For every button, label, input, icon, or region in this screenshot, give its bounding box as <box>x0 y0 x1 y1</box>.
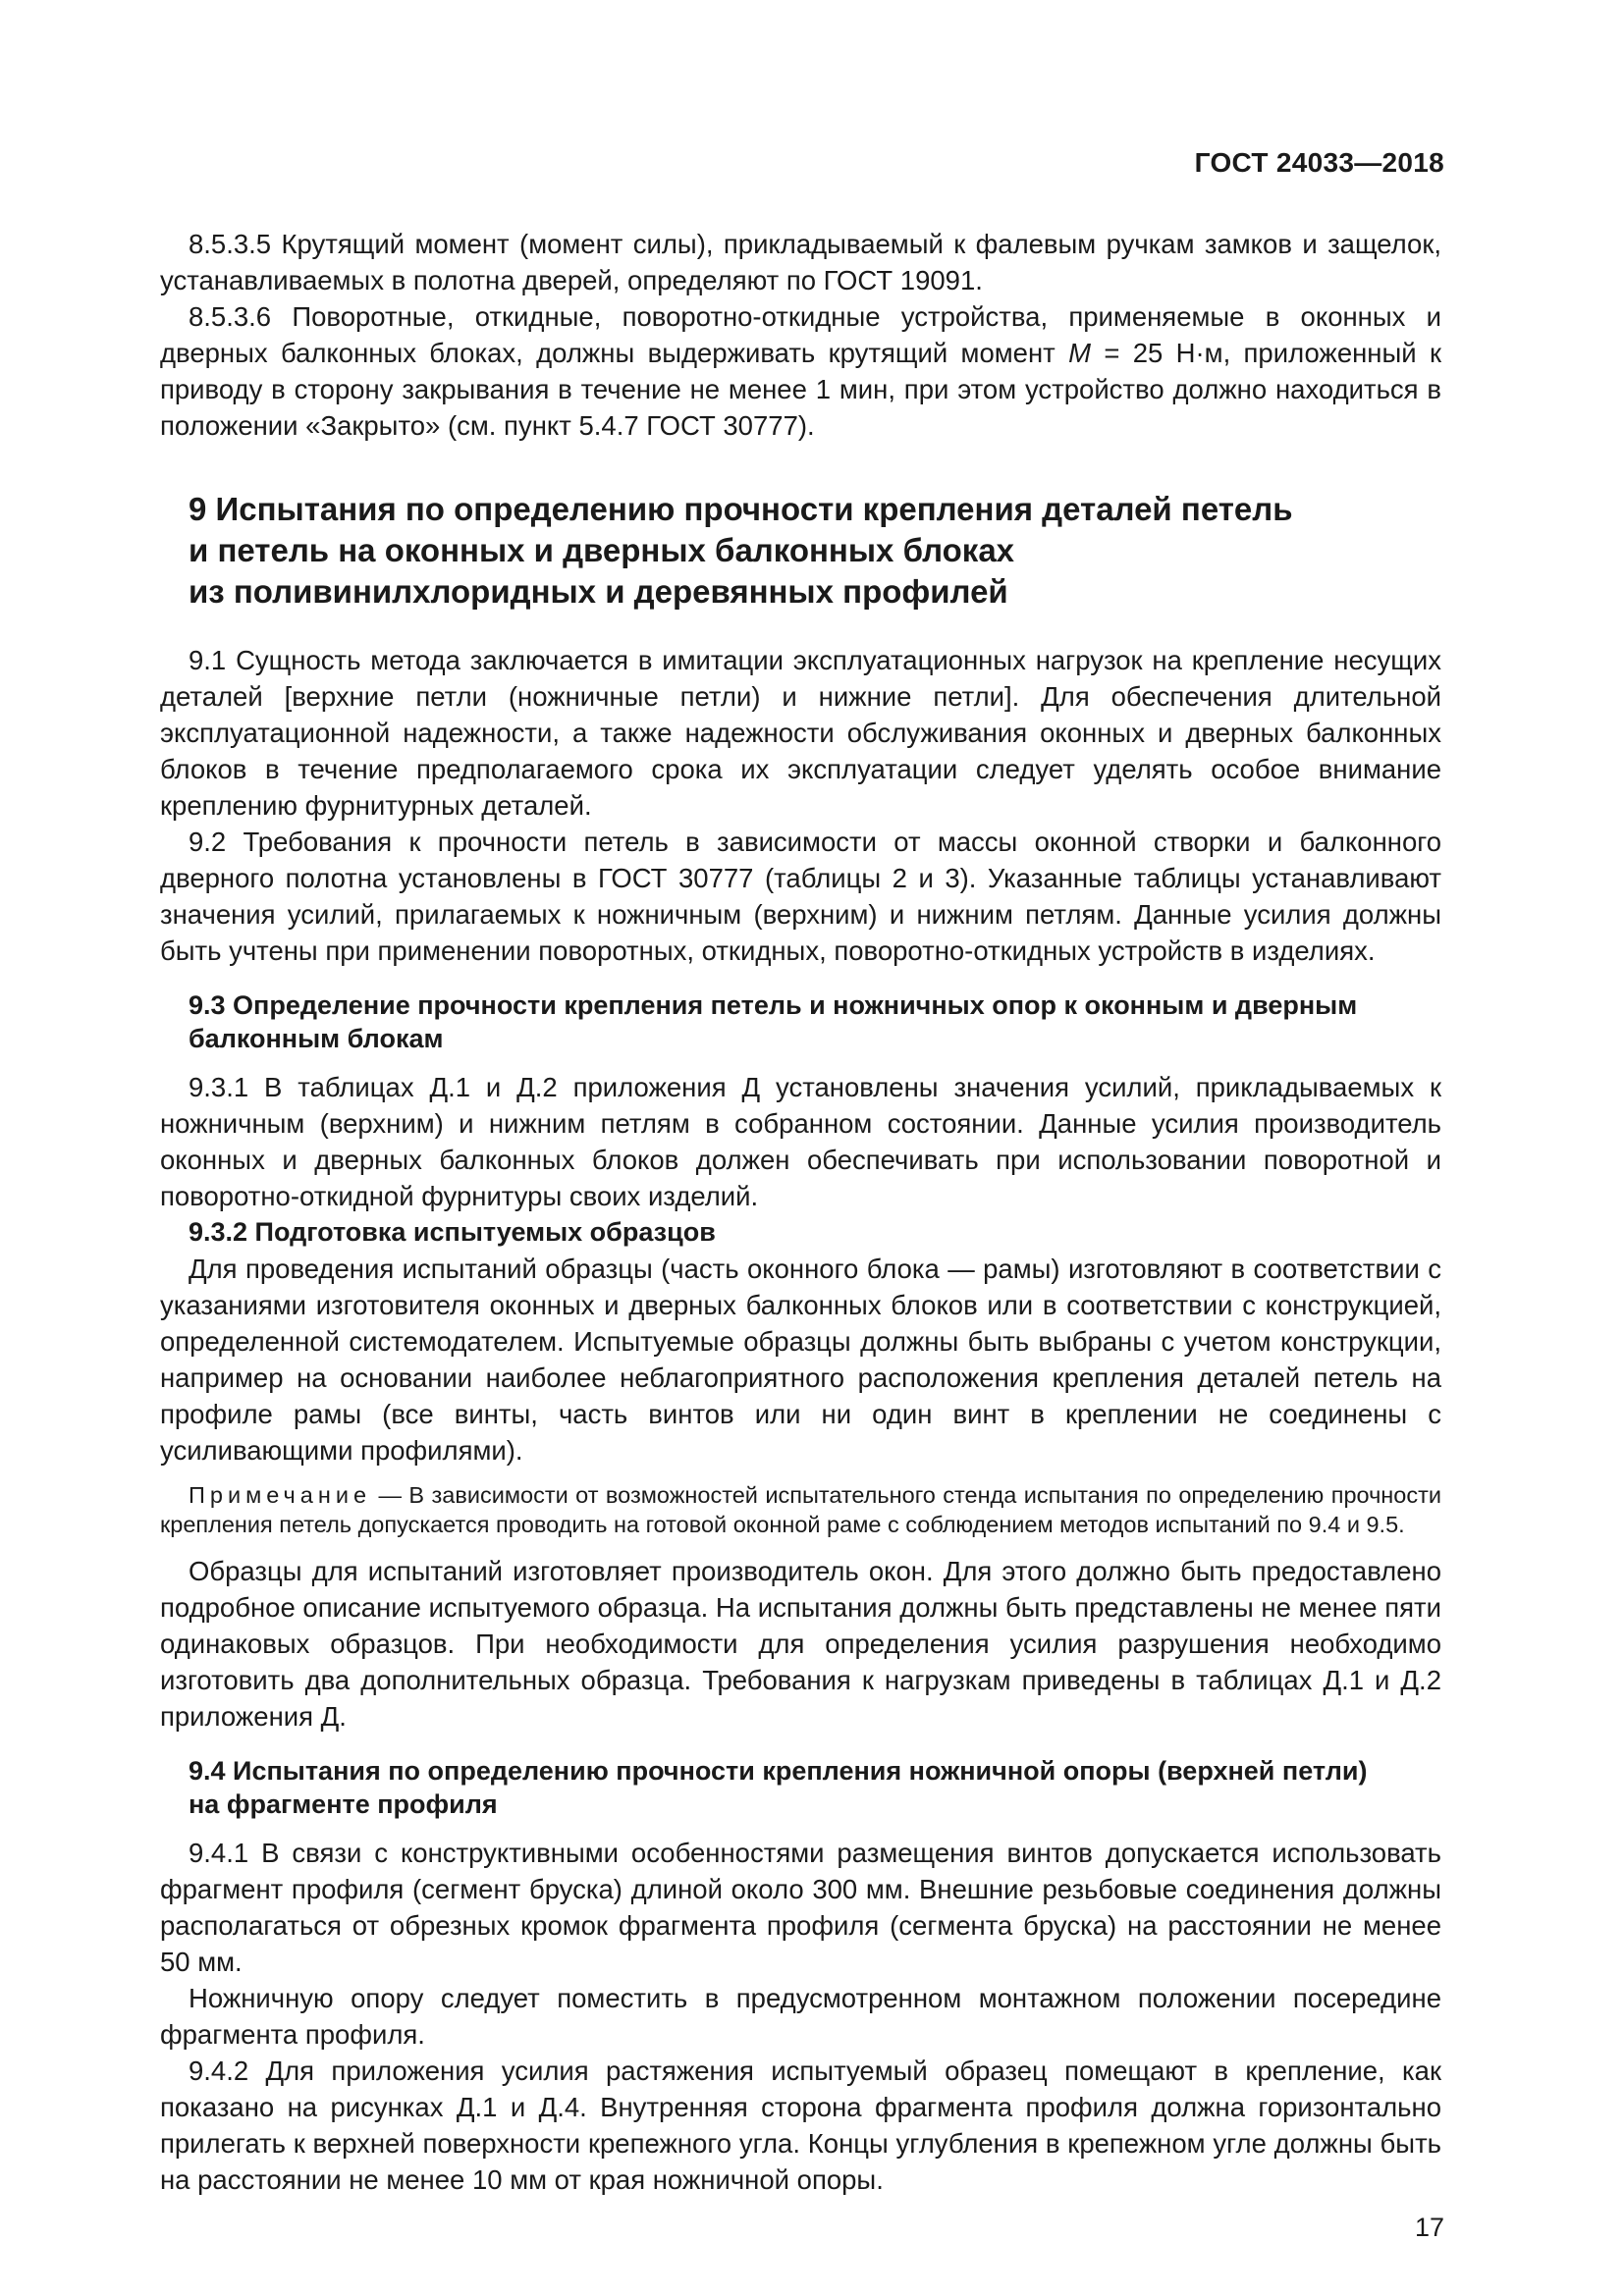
heading-line: 9 Испытания по определению прочности крепления деталей петель <box>189 491 1293 527</box>
note-label: Примечание <box>189 1482 372 1508</box>
section-9-3-heading <box>189 988 1441 1055</box>
paragraph-9-2: 9.2 Требования к прочности петель в зависимости от массы оконной створки и балконного дверного полотна установлены в ГОСТ 30777 (таблицы 2 и 3). Указанные таблицы устанавливают значения усилий, прилагаемых к ножничным (верхним) и нижним петлям. Данные усилия должны быть учтены при применении поворотных, откидных, поворотно-откидных устройств в изделиях. <box>160 827 1441 966</box>
paragraph-9-1: 9.1 Сущность метода заключается в имитации эксплуатационных нагрузок на крепление несущих деталей [верхние петли (ножничные петли) и нижние петли]. Для обеспечения длительной эксплуатационной надежности, а также надежности обслуживания оконных и дверных балконных блоков в течение предполагаемого срока их эксплуатации следует уделять особое внимание креплению фурнитурных деталей. <box>160 645 1441 821</box>
paragraph-samples: Образцы для испытаний изготовляет производитель окон. Для этого должно быть предоставлено подробное описание испытуемого образца. На испытания должны быть представлены не менее пяти одинаковых образцов. При необходимости для определения усилия разрушения необходимо изготовить два дополнительных образца. Требования к нагрузкам приведены в таблицах Д.1 и Д.2 приложения Д. <box>160 1556 1441 1732</box>
heading-line: на фрагменте профиля <box>189 1789 498 1819</box>
note <box>160 1480 1441 1539</box>
heading-line: 9.4 Испытания по определению прочности крепления ножничной опоры (верхней петли) <box>189 1756 1368 1786</box>
paragraph-8-5-3-5: 8.5.3.5 Крутящий момент (момент силы), прикладываемый к фалевым ручкам замков и защелок, устанавливаемых в полотна дверей, определяют по ГОСТ 19091. <box>160 229 1441 295</box>
heading-line: из поливинилхлоридных и деревянных профилей <box>189 573 1008 610</box>
moment-symbol: M <box>1068 338 1091 368</box>
page-number: 17 <box>1414 2213 1444 2242</box>
paragraph-9-4-1: 9.4.1 В связи с конструктивными особенностями размещения винтов допускается использовать фрагмент профиля (сегмент бруска) длиной около 300 мм. Внешние резьбовые соединения должны располагаться от обрезных кромок фрагмента профиля (сегмента бруска) на расстоянии не менее 50 мм. <box>160 1838 1441 1977</box>
section-9-heading <box>189 489 1441 613</box>
paragraph-9-4-2: 9.4.2 Для приложения усилия растяжения испытуемый образец помещают в крепление, как показано на рисунках Д.1 и Д.4. Внутренняя сторона фрагмента профиля должна горизонтально прилегать к верхней поверхности крепежного угла. Концы углубления в крепежном угле должны быть на расстоянии не менее 10 мм от края ножничной опоры. <box>160 2056 1441 2195</box>
heading-line: и петель на оконных и дверных балконных блоках <box>189 532 1015 568</box>
heading-line: 9.3 Определение прочности крепления петель и ножничных опор к оконным и дверным <box>189 990 1358 1020</box>
paragraph-text: 8.5.3.6 Поворотные, откидные, поворотно-откидные устройства, применяемые в оконных и дверных балконных блоках, должны выдерживать крутящий момент <box>160 301 1441 368</box>
section-9-4-heading <box>189 1754 1441 1821</box>
paragraph-9-4-1-b: Ножничную опору следует поместить в предусмотренном монтажном положении посередине фрагмента профиля. <box>160 1983 1441 2050</box>
note-text: — В зависимости от возможностей испытательного стенда испытания по определению прочности крепления петель допускается проводить на готовой оконной раме с соблюдением методов испытаний по 9.4 и 9.5. <box>160 1482 1441 1537</box>
document-body <box>160 226 1441 2198</box>
paragraph-8-5-3-6 <box>160 298 1441 444</box>
paragraph-9-3-1: 9.3.1 В таблицах Д.1 и Д.2 приложения Д установлены значения усилий, прикладываемых к ножничным (верхним) и нижним петлям в собранном состоянии. Данные усилия производитель оконных и дверных балконных блоков должен обеспечивать при использовании поворотной и поворотно-откидной фурнитуры своих изделий. <box>160 1072 1441 1211</box>
paragraph-text: = 25 Н·м, приложенный к приводу в сторону закрывания в течение не менее 1 мин, при этом устройство должно находиться в положении «Закрыто» (см. пункт 5.4.7 ГОСТ 30777). <box>160 338 1441 441</box>
document-header: ГОСТ 24033—2018 <box>1194 147 1444 178</box>
paragraph-9-3-2: Для проведения испытаний образцы (часть оконного блока — рамы) изготовляют в соответствии с указаниями изготовителя оконных и дверных балконных блоков или в соответствии с конструкцией, определенной системодателем. Испытуемые образцы должны быть выбраны с учетом конструкции, например на основании наиболее неблагоприятного расположения крепления деталей петель на профиле рамы (все винты, часть винтов или ни один винт в креплении не соединены с усиливающими профилями). <box>160 1254 1441 1466</box>
heading-line: балконным блокам <box>189 1024 444 1053</box>
section-9-3-2-heading: 9.3.2 Подготовка испытуемых образцов <box>189 1217 716 1247</box>
